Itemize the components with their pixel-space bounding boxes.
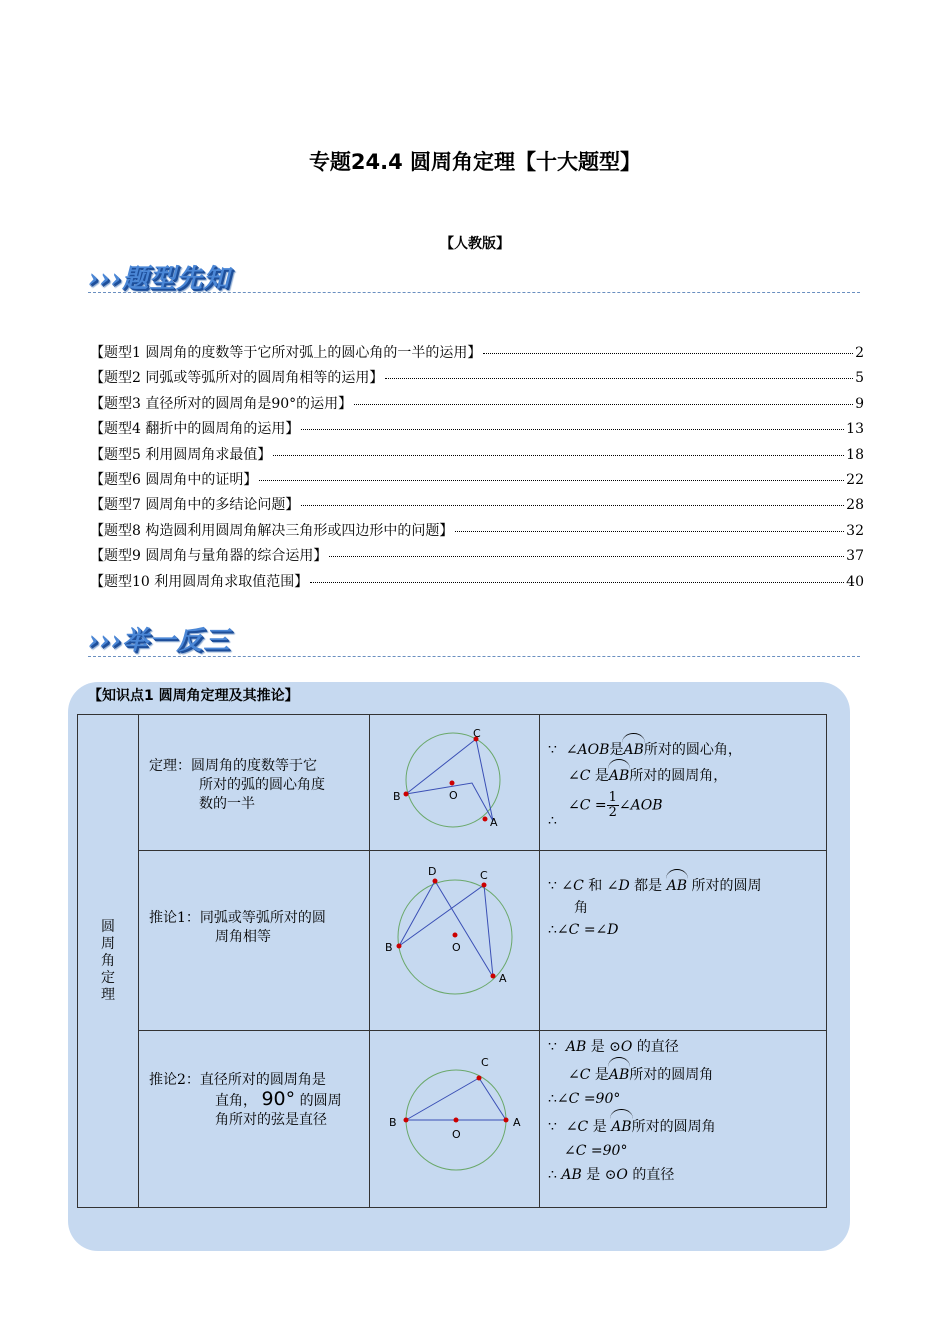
- arc-ab: AB: [611, 1111, 631, 1139]
- toc-entry-label: 【题型6 圆周角中的证明】: [90, 471, 258, 488]
- category-char: 定: [101, 969, 115, 986]
- arc-ab: AB: [609, 761, 629, 787]
- toc-entry-label: 【题型8 构造圆利用圆周角解决三角形或四边形中的问题】: [90, 522, 454, 539]
- section-practice-title: 举一反三: [122, 626, 231, 656]
- central-angle-text: 所对的圆心角，: [643, 742, 742, 758]
- theorem-figure-cell: [370, 715, 540, 851]
- segment-ab: AB: [561, 1167, 582, 1183]
- section-banner-practice: [88, 620, 230, 656]
- theorem-diagram: [370, 715, 539, 846]
- corollary1-diagram: [370, 851, 539, 1026]
- point-b: [397, 944, 402, 949]
- toc-entry-page: 32: [846, 522, 864, 539]
- toc-entry-page: 37: [846, 548, 864, 565]
- toc-leader-dots: [385, 378, 853, 379]
- arc-ab: AB: [667, 871, 687, 897]
- category-char: 周: [101, 935, 115, 952]
- toc-leader-dots: [483, 353, 853, 354]
- theorem-text: 数的一半: [199, 796, 255, 812]
- section-divider: [88, 656, 860, 657]
- toc-entry[interactable]: [90, 418, 864, 443]
- label-c: C: [480, 869, 488, 882]
- point-o: [453, 933, 458, 938]
- angle-c: ∠C: [568, 1067, 591, 1083]
- banner-arrows-icon: ›››: [88, 626, 123, 656]
- point-b: [404, 792, 409, 797]
- angle-c: ∠C: [565, 1119, 589, 1135]
- toc-entry-label: 【题型10 利用圆周角求取值范围】: [90, 573, 309, 590]
- angle-90: 90°: [261, 1088, 296, 1110]
- point-a: [491, 974, 496, 979]
- label-o: O: [452, 941, 461, 954]
- page-title: 专题24.4 圆周角定理【十大题型】: [308, 150, 642, 174]
- label-b: B: [389, 1116, 397, 1129]
- toc-leader-dots: [310, 582, 844, 583]
- theorem-statement-cell: [139, 715, 370, 851]
- corollary1-text: 周角相等: [215, 929, 271, 945]
- toc-leader-dots: [354, 404, 853, 405]
- point-b: [404, 1118, 409, 1123]
- toc-entry[interactable]: [90, 571, 864, 596]
- point-d: [433, 879, 438, 884]
- angle-d: ∠D: [606, 878, 630, 894]
- theorem-table: [77, 714, 827, 1208]
- toc-entry-page: 22: [846, 471, 864, 488]
- toc-entry-label: 【题型3 直径所对的圆周角是90°的运用】: [90, 395, 353, 412]
- edition-label: 【人教版】: [440, 236, 510, 252]
- toc-entry-label: 【题型4 翻折中的圆周角的运用】: [90, 421, 300, 438]
- label-a: A: [513, 1116, 521, 1129]
- label-o: O: [449, 789, 458, 802]
- word-is: 是: [586, 1167, 601, 1183]
- knowledge-heading: 【知识点1 圆周角定理及其推论】: [88, 688, 299, 704]
- toc-entry[interactable]: [90, 545, 864, 570]
- angle-c: ∠C: [561, 878, 584, 894]
- triangle-lines: [406, 739, 493, 821]
- corollary1-statement-cell: [139, 851, 370, 1031]
- word-is: 是: [594, 1067, 609, 1083]
- therefore-sign: ∴: [548, 813, 557, 829]
- word-is: 是: [590, 1039, 605, 1055]
- point-a: [483, 817, 488, 822]
- theorem-text: 圆周角的度数等于它: [191, 758, 317, 774]
- fraction: [607, 791, 619, 820]
- result-equation: ∠C =90°: [564, 1143, 628, 1159]
- label-c: C: [481, 1056, 489, 1069]
- arc-ab: AB: [623, 735, 643, 761]
- category-cell: [78, 715, 139, 1208]
- because-sign: ∵: [548, 742, 557, 758]
- toc-leader-dots: [301, 429, 844, 430]
- inscribed-angle-text: 所对的圆周角: [631, 1119, 716, 1135]
- label-o: O: [452, 1128, 461, 1141]
- corollary2-diagram: [370, 1031, 539, 1203]
- toc-entry[interactable]: [90, 367, 864, 392]
- label-a: A: [499, 972, 507, 985]
- section-banner-overview: [88, 258, 230, 294]
- equation-rhs: ∠AOB: [618, 797, 663, 814]
- toc-entry-label: 【题型7 圆周角中的多结论问题】: [90, 497, 300, 514]
- inscribed-angle-tail: 角: [574, 900, 588, 916]
- word-and: 和: [588, 878, 603, 894]
- toc-entry-page: 5: [855, 370, 864, 387]
- therefore-sign: ∴: [548, 1091, 557, 1107]
- word-is: 是: [594, 768, 609, 784]
- point-o: [454, 1118, 459, 1123]
- toc-entry[interactable]: [90, 342, 864, 367]
- result-equation: ∠C =90°: [556, 1091, 621, 1107]
- chord-lines: [399, 881, 493, 977]
- therefore-sign: ∴: [548, 922, 557, 938]
- word-is: 是: [592, 1119, 607, 1135]
- circle: [406, 733, 500, 827]
- section-overview-title: 题型先知: [122, 264, 231, 294]
- point-c: [477, 1076, 482, 1081]
- label-b: B: [385, 941, 393, 954]
- angle-c: ∠C: [568, 768, 591, 784]
- point-o: [450, 781, 455, 786]
- table-of-contents: [90, 342, 864, 596]
- circle-o: ⊙O: [604, 1167, 628, 1183]
- toc-leader-dots: [329, 556, 844, 557]
- corollary2-text: 角所对的弦是直径: [215, 1112, 327, 1128]
- segment-ab: AB: [565, 1039, 587, 1055]
- corollary2-lead: 推论2：: [149, 1072, 200, 1088]
- category-char: 理: [101, 986, 115, 1003]
- toc-leader-dots: [301, 505, 844, 506]
- circle-o: ⊙O: [609, 1039, 633, 1055]
- corollary2-reasoning-cell: [540, 1031, 827, 1208]
- category-char: 角: [101, 952, 115, 969]
- corollary1-text: 同弧或等弧所对的圆: [199, 910, 326, 926]
- corollary1-reasoning-cell: [540, 851, 827, 1031]
- category-char: 圆: [101, 918, 115, 935]
- result-equation: ∠C =∠D: [556, 922, 619, 938]
- toc-entry-page: 9: [855, 395, 864, 412]
- word-is: 是: [609, 742, 624, 758]
- toc-entry[interactable]: [90, 494, 864, 519]
- point-c: [482, 883, 487, 888]
- toc-entry[interactable]: [90, 469, 864, 494]
- toc-entry-page: 13: [846, 421, 864, 438]
- toc-entry[interactable]: [90, 393, 864, 418]
- corollary2-figure-cell: [370, 1031, 540, 1208]
- toc-entry[interactable]: [90, 444, 864, 469]
- toc-leader-dots: [259, 480, 844, 481]
- fraction-num: 1: [608, 790, 617, 805]
- toc-entry-page: 40: [846, 573, 864, 590]
- corollary1-figure-cell: [370, 851, 540, 1031]
- corollary2-text: 直径所对的圆周角是: [199, 1072, 326, 1088]
- toc-entry-page: 2: [855, 345, 864, 361]
- inscribed-angle-text: 所对的圆周角: [629, 1067, 714, 1083]
- theorem-reasoning-cell: [540, 715, 827, 851]
- inscribed-angle-text: 所对的圆周: [691, 878, 762, 894]
- word-all-are: 都是: [634, 878, 663, 894]
- toc-entry-page: 18: [846, 446, 864, 463]
- angle-aob: ∠AOB: [565, 742, 610, 758]
- diameter-text: 的直径: [636, 1039, 679, 1055]
- point-a: [504, 1118, 509, 1123]
- fraction-den: 2: [608, 805, 617, 820]
- corollary2-text: 的圆周: [299, 1093, 342, 1109]
- toc-leader-dots: [273, 455, 844, 456]
- section-divider: [88, 292, 860, 293]
- label-b: B: [393, 790, 401, 803]
- because-sign: ∵: [548, 1039, 557, 1055]
- theorem-lead: 定理：: [149, 758, 191, 774]
- because-sign: ∵: [548, 878, 557, 894]
- because-sign: ∵: [548, 1119, 557, 1135]
- equation-lhs: ∠C =: [568, 797, 607, 814]
- diameter-text: 的直径: [632, 1167, 675, 1183]
- banner-arrows-icon: ›››: [88, 264, 123, 294]
- corollary1-lead: 推论1：: [149, 910, 200, 926]
- theorem-text: 所对的弧的圆心角度: [199, 777, 325, 793]
- toc-entry-page: 28: [846, 497, 864, 514]
- label-a: A: [490, 816, 498, 829]
- toc-entry-label: 【题型2 同弧或等弧所对的圆周角相等的运用】: [90, 370, 384, 387]
- toc-entry-label: 【题型9 圆周角与量角器的综合运用】: [90, 548, 328, 565]
- toc-entry[interactable]: [90, 520, 864, 545]
- toc-entry-label: 【题型1 圆周角的度数等于它所对弧上的圆心角的一半的运用】: [90, 345, 482, 361]
- toc-leader-dots: [455, 531, 844, 532]
- arc-ab: AB: [609, 1059, 629, 1087]
- label-d: D: [428, 865, 437, 878]
- inscribed-angle-text: 所对的圆周角，: [629, 768, 728, 784]
- corollary2-text: 直角，: [215, 1093, 257, 1109]
- therefore-sign: ∴: [548, 1167, 557, 1183]
- toc-entry-label: 【题型5 利用圆周角求最值】: [90, 446, 272, 463]
- corollary2-statement-cell: [139, 1031, 370, 1208]
- label-c: C: [473, 727, 481, 740]
